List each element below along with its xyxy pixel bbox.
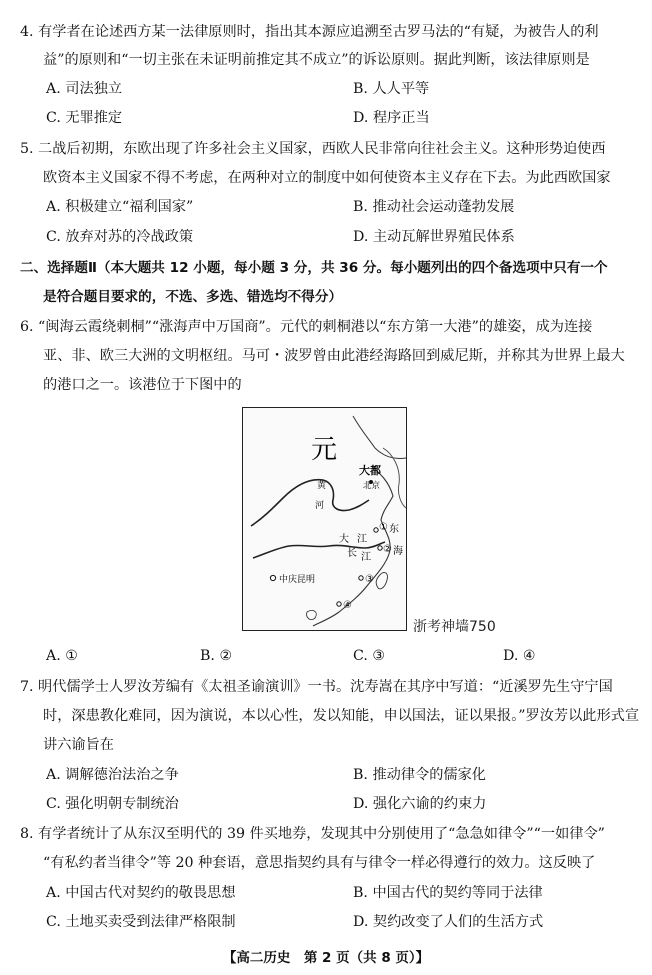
marker-label-1: ① bbox=[379, 522, 388, 533]
q4-option-b: B. 人人平等 bbox=[353, 81, 430, 97]
map-label-jiang1: 江 bbox=[357, 534, 367, 545]
marker-point-4 bbox=[337, 602, 341, 606]
q8-stem-line1: 8. 有学者统计了从东汉至明代的 39 件买地券，发现其中分别使用了“急急如律令”“一如律令” bbox=[20, 826, 605, 842]
q6-option-a: A. ① bbox=[46, 648, 78, 664]
q4-option-a: A. 司法独立 bbox=[46, 81, 123, 97]
kunming-point bbox=[270, 575, 275, 580]
coastline-north bbox=[353, 416, 406, 459]
q6-stem-line3: 的港口之一。该港位于下图中的 bbox=[43, 377, 242, 393]
q7-stem-line3: 讲六谕旨在 bbox=[43, 737, 114, 753]
map-label-beijing: 北京 bbox=[363, 481, 381, 491]
marker-label-2: ② bbox=[383, 544, 392, 555]
marker-point-1 bbox=[374, 528, 378, 532]
q5-stem-line2: 欧资本主义国家不得不考虑，在两种对立的制度中如何使资本主义存在下去。为此西欧国家 bbox=[43, 170, 611, 186]
yellow-river bbox=[251, 480, 369, 526]
q5-option-d: D. 主动瓦解世界殖民体系 bbox=[353, 229, 515, 245]
q7-stem-line1: 7. 明代儒学士人罗汝芳编有《太祖圣谕演训》一书。沈寿嵩在其序中写道：“近溪罗先生守宁国 bbox=[20, 679, 613, 695]
watermark-text: 浙考神墙750 bbox=[413, 619, 496, 635]
section2-heading-line1: 二、选择题Ⅱ（本大题共 12 小题，每小题 3 分，共 36 分。每小题列出的四个备选项中只有一个 bbox=[20, 260, 608, 276]
marker-label-3: ③ bbox=[365, 574, 374, 585]
map-label-he: 河 bbox=[315, 501, 325, 511]
marker-label-4: ④ bbox=[343, 600, 352, 611]
map-label-sea: 海 bbox=[393, 546, 403, 557]
q6-option-c: C. ③ bbox=[353, 648, 386, 664]
q6-option-d: D. ④ bbox=[503, 648, 536, 664]
marker-point-2 bbox=[378, 546, 382, 550]
map-title: 元 bbox=[311, 435, 338, 465]
q7-stem-line2: 时，深患教化难同，因为演说，本以心性，发以知能，申以国法，证以果报。”罗汝芳以此形式宣 bbox=[43, 708, 640, 724]
q5-option-a: A. 积极建立“福利国家” bbox=[46, 199, 194, 215]
page-footer: 【高二历史 第 2 页（共 8 页）】 bbox=[222, 950, 430, 966]
map-label-chang: 长 bbox=[347, 548, 357, 559]
q8-option-c: C. 土地买卖受到法律严格限制 bbox=[46, 914, 236, 930]
yuan-dynasty-map bbox=[242, 407, 407, 631]
map-label-dadu: 大都 bbox=[359, 464, 381, 477]
map-label-east: 东 bbox=[389, 524, 399, 535]
q7-option-b: B. 推动律令的儒家化 bbox=[353, 767, 486, 783]
q4-option-c: C. 无罪推定 bbox=[46, 110, 123, 126]
map-label-kunming: 中庆昆明 bbox=[279, 575, 316, 585]
q5-option-b: B. 推动社会运动蓬勃发展 bbox=[353, 199, 515, 215]
map-label-huang: 黄 bbox=[317, 481, 327, 491]
section2-heading-line2: 是符合题目要求的，不选、多选、错选均不得分） bbox=[43, 289, 343, 305]
map-label-da: 大 bbox=[339, 534, 349, 545]
q7-option-a: A. 调解德治法治之争 bbox=[46, 767, 179, 783]
map-label-jiang2: 江 bbox=[361, 552, 371, 563]
q7-option-d: D. 强化六谕的约束力 bbox=[353, 796, 487, 812]
q8-option-a: A. 中国古代对契约的敬畏思想 bbox=[46, 885, 236, 901]
q8-stem-line2: “有私约者当律令”等 20 种套语，意思指契约具有与律令一样必得遵行的效力。这反映了 bbox=[43, 855, 596, 871]
q5-option-c: C. 放弃对苏的冷战政策 bbox=[46, 229, 194, 245]
q6-stem-line1: 6. “闽海云霞绕刺桐”“涨海声中万国商”。元代的刺桐港以“东方第一大港”的雄姿，成为连接 bbox=[20, 319, 593, 335]
q8-option-b: B. 中国古代的契约等同于法律 bbox=[353, 885, 543, 901]
q4-option-d: D. 程序正当 bbox=[353, 110, 430, 126]
q4-stem-line2: 益”的原则和“一切主张在未证明前推定其不成立”的诉讼原则。据此判断，该法律原则是 bbox=[43, 52, 590, 68]
hainan-island bbox=[307, 610, 317, 619]
taiwan-island bbox=[376, 573, 387, 589]
marker-point-3 bbox=[359, 576, 363, 580]
peninsula-coast bbox=[383, 448, 406, 508]
q6-stem-line2: 亚、非、欧三大洲的文明枢纽。马可・波罗曾由此港经海路回到威尼斯，并称其为世界上最大 bbox=[43, 348, 625, 364]
q6-option-b: B. ② bbox=[200, 648, 233, 664]
q4-stem-line1: 4. 有学者在论述西方某一法律原则时，指出其本源应追溯至古罗马法的“有疑，为被告人的利 bbox=[20, 24, 599, 40]
q5-stem-line1: 5. 二战后初期，东欧出现了许多社会主义国家，西欧人民非常向往社会主义。这种形势迫使西 bbox=[20, 141, 606, 157]
q7-option-c: C. 强化明朝专制统治 bbox=[46, 796, 179, 812]
map-drawing bbox=[243, 408, 406, 630]
q8-option-d: D. 契约改变了人们的生活方式 bbox=[353, 914, 544, 930]
